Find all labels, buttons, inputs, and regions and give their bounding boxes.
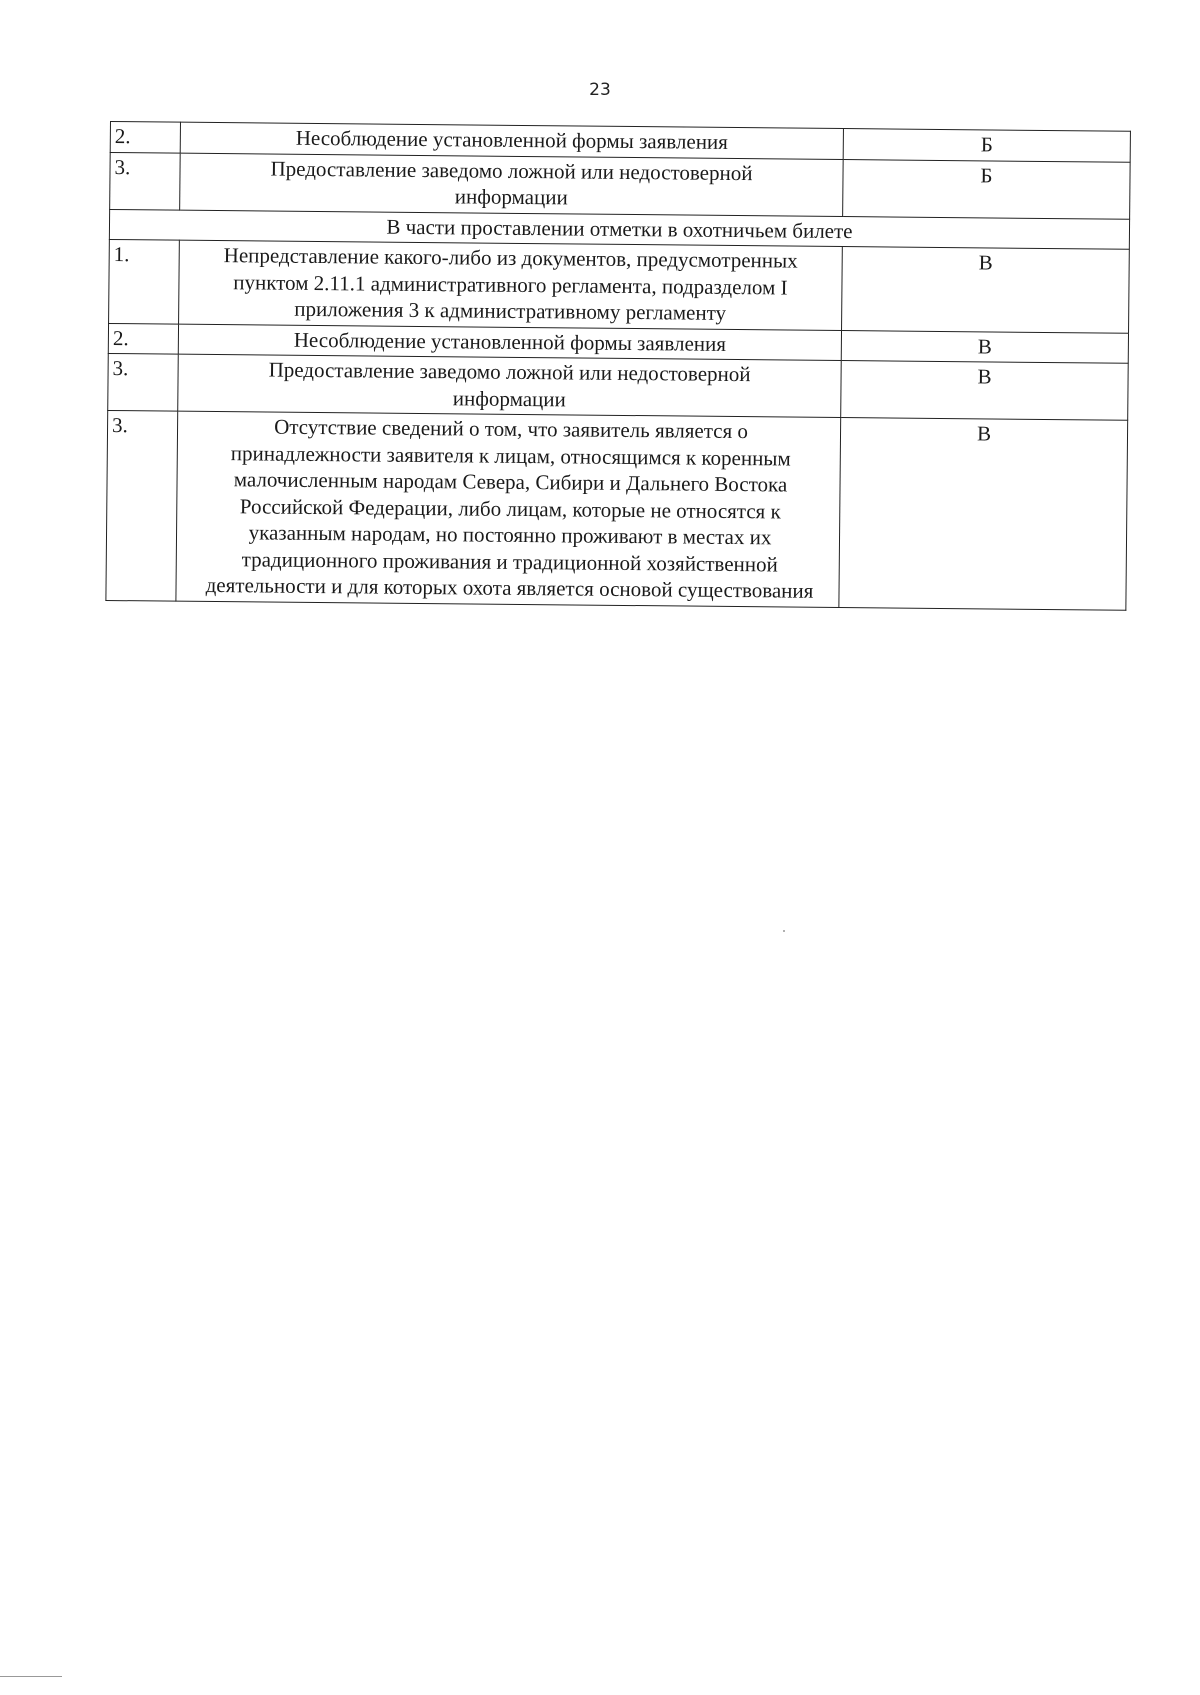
refusal-grounds-table-wrapper <box>105 121 1130 610</box>
row-code: В <box>839 418 1128 610</box>
table-row <box>106 410 1128 609</box>
row-reason-text: Предоставление заведомо ложной или недостоверной информации <box>180 153 844 216</box>
row-number: 3. <box>108 353 179 411</box>
scan-speck <box>783 930 785 932</box>
row-code: В <box>841 361 1129 421</box>
row-code: В <box>842 247 1130 333</box>
row-reason-text: Несоблюдение установленной формы заявления <box>178 324 841 361</box>
table-row <box>109 239 1130 332</box>
table-row <box>108 353 1129 420</box>
page-number: 23 <box>589 80 611 100</box>
row-code: В <box>841 330 1128 363</box>
row-number: 3. <box>110 152 181 210</box>
table-row <box>110 152 1131 219</box>
scan-edge-mark <box>0 1676 62 1677</box>
row-number: 1. <box>109 239 180 323</box>
row-reason-text: Непредставление какого-либо из документов, предусмотренных пунктом 2.11.1 административного регламента, подразделом I приложения 3 к административному регламенту <box>179 240 843 330</box>
row-code: Б <box>843 129 1130 162</box>
row-number: 2. <box>110 122 180 153</box>
section-title: В части проставлении отметки в охотничьем билете <box>109 209 1129 249</box>
row-reason-text: Предоставление заведомо ложной или недостоверной информации <box>178 354 842 417</box>
refusal-grounds-table <box>105 121 1131 610</box>
row-number: 2. <box>108 323 178 354</box>
row-number: 3. <box>106 410 178 600</box>
row-reason-text: Несоблюдение установленной формы заявления <box>180 122 843 159</box>
row-code: Б <box>843 159 1131 219</box>
row-reason-text: Отсутствие сведений о том, что заявитель является о принадлежности заявителя к лицам, относящимся к коренным малочисленным народам Севера, Сибири и Дальнего Востока Российской Федерации, либо лицам, которые не относятся к указанным народам, но постоянно проживают в местах их традиционного проживания и традиционной хозяйственной деятельности и для которых охота является основой существования <box>176 411 841 607</box>
